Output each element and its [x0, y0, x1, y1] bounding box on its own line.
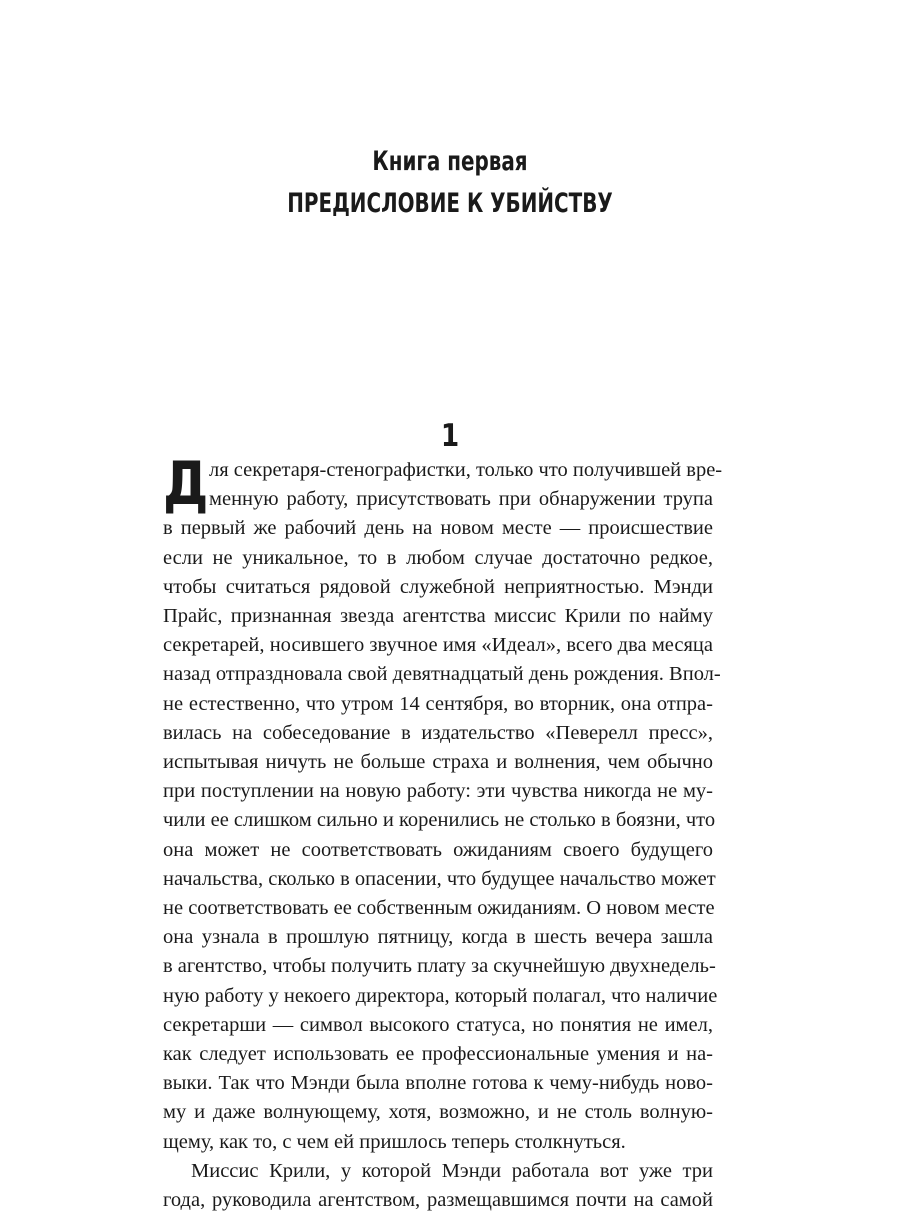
text-line: вилась на собеседование в издательство «Певерелл пресс»,	[163, 721, 713, 744]
text-line: Прайс, признанная звезда агентства миссис Крили по найму	[163, 605, 713, 628]
part-title: ПРЕДИСЛОВИЕ К УБИЙСТВУ	[287, 188, 613, 219]
text-line: выки. Так что Мэнди была вполне готова к чему-нибудь ново-	[163, 1072, 713, 1095]
text-line: назад отпраздновала свой девятнадцатый день рождения. Впол-	[163, 663, 721, 686]
chapter-number: 1	[440, 418, 460, 454]
part-label: Книга первая	[372, 146, 528, 177]
text-line: секретарей, носившего звучное имя «Идеал», всего два месяца	[163, 634, 713, 657]
text-line: ля секретаря-стенографистки, только что получившей вре-	[209, 459, 723, 481]
text-line: как следует использовать ее профессиональные умения и на-	[163, 1043, 713, 1066]
text-line: при поступлении на новую работу: эти чувства никогда не му-	[163, 780, 713, 803]
text-line: му и даже волнующему, хотя, возможно, и не столь волную-	[163, 1101, 713, 1124]
text-line: щему, как то, с чем ей пришлось теперь столкнуться.	[163, 1130, 626, 1153]
chapter-text	[163, 449, 723, 1215]
text-line: чили ее слишком сильно и коренились не столько в боязни, что	[163, 809, 716, 832]
text-line: менную работу, присутствовать при обнаружении трупа	[209, 488, 713, 511]
text-line: чтобы считаться рядовой служебной неприятностью. Мэнди	[163, 575, 713, 598]
text-line: года, руководила агентством, размещавшимся почти на самой	[163, 1189, 713, 1212]
text-line: она может не соответствовать ожиданиям своего будущего	[163, 838, 713, 861]
text-line: если не уникальное, то в любом случае достаточно редкое,	[163, 546, 713, 569]
drop-cap: Д	[163, 449, 209, 519]
text-line: секретарши — символ высокого статуса, но понятия не имел,	[163, 1013, 713, 1036]
paragraph-1	[163, 449, 723, 1157]
text-line: Миссис Крили, у которой Мэнди работала вот уже три	[191, 1159, 713, 1182]
text-line: начальства, сколько в опасении, что будущее начальство может	[163, 867, 716, 890]
book-heading	[0, 142, 900, 224]
text-line: ную работу у некоего директора, который полагал, что наличие	[163, 984, 718, 1007]
paragraph-2	[163, 1157, 713, 1215]
text-line: не соответствовать ее собственным ожиданиям. О новом месте	[163, 897, 715, 920]
text-line: в первый же рабочий день на новом месте — происшествие	[163, 517, 713, 540]
text-line: испытывая ничуть не больше страха и волнения, чем обычно	[163, 751, 713, 774]
text-line: не естественно, что утром 14 сентября, во вторник, она отпра-	[163, 692, 713, 715]
text-line: в агентство, чтобы получить плату за скучнейшую двухнедель-	[163, 955, 716, 978]
text-line: она узнала в прошлую пятницу, когда в шесть вечера зашла	[163, 926, 713, 949]
